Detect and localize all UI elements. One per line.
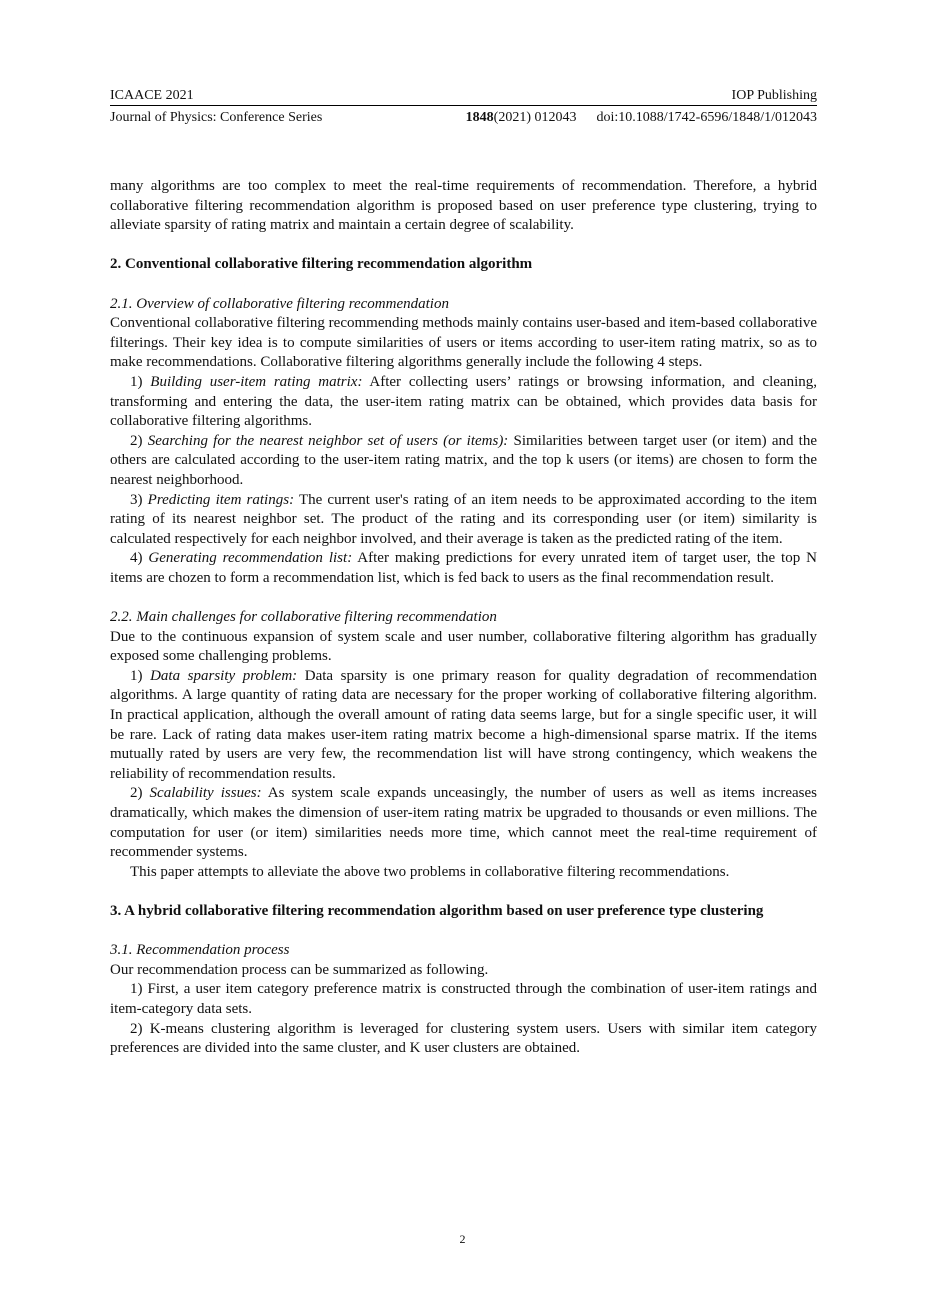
list-item	[110, 491, 817, 550]
conference-name: ICAACE 2021	[110, 88, 194, 103]
running-header	[110, 88, 817, 106]
paragraph: Conventional collaborative filtering recommending methods mainly contains user-based and item-based collaborative filterings. Their key idea is to compute similarities of users or items according to user-item rating matrix, so as to make recommendations. Collaborative filtering algorithms generally include the following 4 steps.	[110, 315, 817, 371]
paragraph: Our recommendation process can be summarized as following.	[110, 961, 489, 978]
list-item	[110, 784, 817, 862]
journal-line	[110, 110, 817, 126]
item-number: 1)	[130, 667, 151, 684]
item-text: After collecting users’ ratings or browsing information, and cleaning, transforming and entering the data, the user-item rating matrix can be obtained, which provides data basis for collaborative filtering algorithms.	[110, 373, 818, 430]
body-text	[110, 177, 817, 1059]
item-lead: Data sparsity problem:	[150, 667, 298, 684]
section-3-1-heading: 3.1. Recommendation process	[110, 942, 290, 959]
item-number: 1)	[130, 373, 151, 390]
list-item: 1) First, a user item category preference matrix is constructed through the combination of user-item ratings and item-category data sets.	[110, 981, 817, 1017]
volume: 1848	[465, 110, 494, 125]
list-item: 2) K-means clustering algorithm is leveraged for clustering system users. Users with similar item category preferences are divided into the same cluster, and K user clusters are obtained.	[110, 1020, 817, 1057]
section-3-heading: 3. A hybrid collaborative filtering recommendation algorithm based on user preference type clustering	[110, 902, 764, 919]
journal-name: Journal of Physics: Conference Series	[110, 110, 323, 125]
list-item	[110, 549, 817, 588]
item-number: 2)	[130, 785, 150, 802]
paragraph: Due to the continuous expansion of system scale and user number, collaborative filtering algorithm has gradually exposed some challenging problems.	[110, 628, 817, 665]
publisher: IOP Publishing	[731, 88, 817, 103]
year-article: (2021) 012043	[493, 110, 577, 125]
item-text: Data sparsity is one primary reason for quality degradation of recommendation algorithms. A large quantity of rating data are necessary for the proper working of collaborative filtering algorithm. In practical application, although the overall amount of rating data seems large, but for a single specific user, it will be rare. Lack of rating data makes user-item rating matrix become a high-dimensional sparse matrix. If the items mutually rated by users are very few, the recommendation list will have strong contingency, which weakens the reliability of recommendation results.	[110, 667, 817, 782]
section-2-1-heading: 2.1. Overview of collaborative filtering recommendation	[110, 295, 449, 312]
section-2-heading: 2. Conventional collaborative filtering recommendation algorithm	[110, 256, 533, 273]
section-2-2-heading: 2.2. Main challenges for collaborative filtering recommendation	[110, 609, 497, 626]
list-item	[110, 432, 817, 491]
paragraph: This paper attempts to alleviate the above two problems in collaborative filtering recommendations.	[130, 863, 730, 880]
item-number: 2)	[130, 432, 148, 449]
item-lead: Predicting item ratings:	[147, 491, 295, 508]
intro-tail: many algorithms are too complex to meet the real-time requirements of recommendation. Therefore, a hybrid collaborative filtering recommendation algorithm is proposed based on user preference type clustering, trying to alleviate sparsity of rating matrix and maintain a certain degree of scalability.	[110, 178, 817, 234]
item-lead: Generating recommendation list:	[148, 550, 353, 567]
item-text: As system scale expands unceasingly, the number of users as well as items increases dramatically, which makes the dimension of user-item rating matrix be upgraded to thousands or even millions. The computation for user (or item) similarities needs more time, which cannot meet the real-time requirement of recommender systems.	[110, 785, 817, 861]
item-text: Similarities between target user (or item) and the others are calculated according to the user-item rating matrix, and the top k users (or items) are chosen to form the nearest neighborhood.	[110, 432, 818, 488]
item-text: After making predictions for every unrated item of target user, the top N items are chozen to form a recommendation list, which is fed back to users as the final recommendation result.	[110, 550, 817, 586]
item-lead: Scalability issues:	[149, 785, 262, 802]
page-number: 2	[459, 1232, 466, 1246]
item-lead: Building user-item rating matrix:	[150, 373, 363, 390]
item-number: 3)	[130, 491, 148, 508]
item-lead: Searching for the nearest neighbor set of users (or items):	[147, 432, 509, 449]
list-item	[110, 373, 817, 432]
item-number: 4)	[130, 550, 149, 567]
item-text: The current user's rating of an item needs to be approximated according to the item rating of its nearest neighbor set. The product of the rating and its corresponding user (or item) similarity is calculated respectively for each neighbor involved, and their average is taken as the predicted rating of the item.	[110, 491, 817, 547]
list-item	[110, 667, 817, 785]
doi: doi:10.1088/1742-6596/1848/1/012043	[596, 110, 817, 125]
